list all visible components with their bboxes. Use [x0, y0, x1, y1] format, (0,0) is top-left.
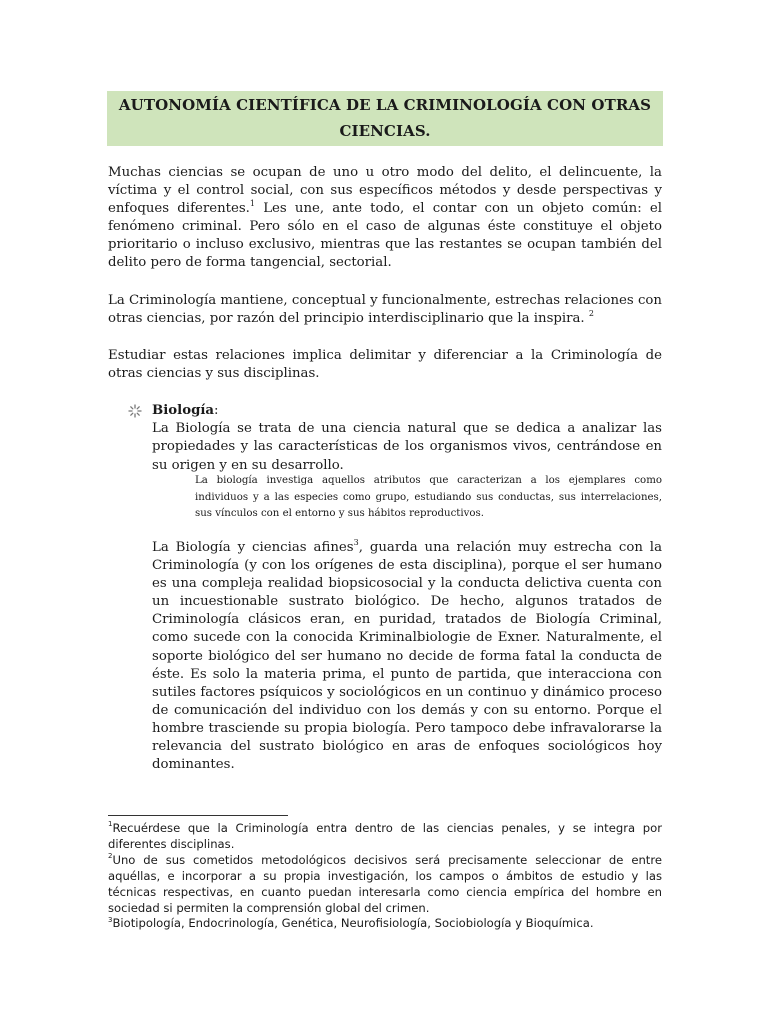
- footnote-2-number: 2: [108, 851, 113, 860]
- paragraph-3-text: Estudiar estas relaciones implica delimitar y diferenciar a la Criminología de otras ciencias y sus disciplinas.: [108, 348, 662, 381]
- paragraph-4-continuation: , guarda una relación muy estrecha con la Criminología (y con los orígenes de esta disciplina), porque el ser humano es una compleja realidad biopsicosocial y la conducta delictiva cuenta con un incuestionable sustrato biológico. De hecho, algunos tratados de Criminología clásicos eran, en puridad, tratados de Biología Criminal, como sucede con la conocida Kriminalbiologie de Exner. Naturalmente, el soporte biológico del ser humano no decide de forma fatal la conducta de éste. Es solo la materia prima, el punto de partida, que interacciona con sutiles factores psíquicos y sociológicos en un continuo y dinámico proceso de comunicación del individuo con los demás y con su entorno. Porque el hombre trasciende su propia biología. Pero tampoco debe infravalorarse la relevancia del sustrato biológico en aras de enfoques sociológicos hoy dominantes.: [152, 540, 662, 773]
- footnote-1-number: 1: [108, 820, 113, 829]
- footnote-3: [108, 916, 662, 932]
- title-box: [107, 91, 663, 146]
- footnote-2: [108, 853, 662, 917]
- paragraph-1-text: Muchas ciencias se ocupan de uno u otro modo del delito, el delincuente, la víctima y el control social, con sus específicos métodos y desde perspectivas y enfoques diferentes.: [108, 165, 662, 216]
- footnote-2-text: Uno de sus cometidos metodológicos decisivos será precisamente seleccionar de entre aquéllas, e incorporar a su propia investigación, los campos o ámbitos de estudio y las técnicas respectivas, en cuanto puedan interesarla como ciencia empírica del hombre en sociedad si permiten la comprensión global del crimen.: [108, 852, 662, 915]
- footnote-1: [108, 821, 662, 853]
- biologia-definition: La Biología se trata de una ciencia natural que se dedica a analizar las propiedades y las características de los organismos vivos, centrándose en su origen y en su desarrollo.: [152, 421, 662, 473]
- biologia-quote-text: La biología investiga aquellos atributos que caracterizan a los ejemplares como individuos y a las especies como grupo, estudiando sus conductas, sus interrelaciones, sus vínculos con el entorno y sus hábitos reproductivos.: [195, 475, 662, 519]
- footnote-3-text: Biotipología, Endocrinología, Genética, Neurofisiología, Sociobiología y Bioquímica.: [112, 916, 594, 931]
- footnote-ref-3[interactable]: 3: [353, 537, 359, 547]
- page-title: AUTONOMÍA CIENTÍFICA DE LA CRIMINOLOGÍA CON OTRAS CIENCIAS.: [118, 96, 652, 140]
- paragraph-4-text: La Biología y ciencias afines: [152, 540, 354, 555]
- paragraph-1: [108, 164, 662, 272]
- biologia-quote: [195, 473, 662, 523]
- paragraph-4: [152, 539, 662, 774]
- footnote-1-text: Recuérdese que la Criminología entra dentro de las ciencias penales, y se integra por diferentes disciplinas.: [108, 821, 662, 851]
- paragraph-2: [108, 292, 662, 328]
- paragraph-3: [108, 347, 662, 383]
- footnote-3-number: 3: [108, 915, 113, 924]
- footnote-separator: [108, 815, 288, 816]
- biologia-section: [152, 402, 662, 475]
- paragraph-2-text: La Criminología mantiene, conceptual y funcionalmente, estrechas relaciones con otras ciencias, por razón del principio interdisciplinario que la inspira.: [108, 293, 662, 326]
- footnotes: [108, 821, 662, 932]
- biologia-heading-colon: :: [214, 403, 219, 418]
- footnote-ref-2[interactable]: 2: [588, 308, 594, 318]
- footnote-ref-1[interactable]: 1: [249, 198, 256, 208]
- biologia-heading: Biología: [152, 403, 215, 418]
- sunburst-bullet-icon: [128, 404, 142, 418]
- paragraph-1-continuation: Les une, ante todo, el contar con un objeto común: el fenómeno criminal. Pero sólo en el caso de algunas éste constituye el objeto prioritario o incluso exclusivo, mientras que las restantes se ocupan también del delito pero de forma tangencial, sectorial.: [108, 201, 663, 270]
